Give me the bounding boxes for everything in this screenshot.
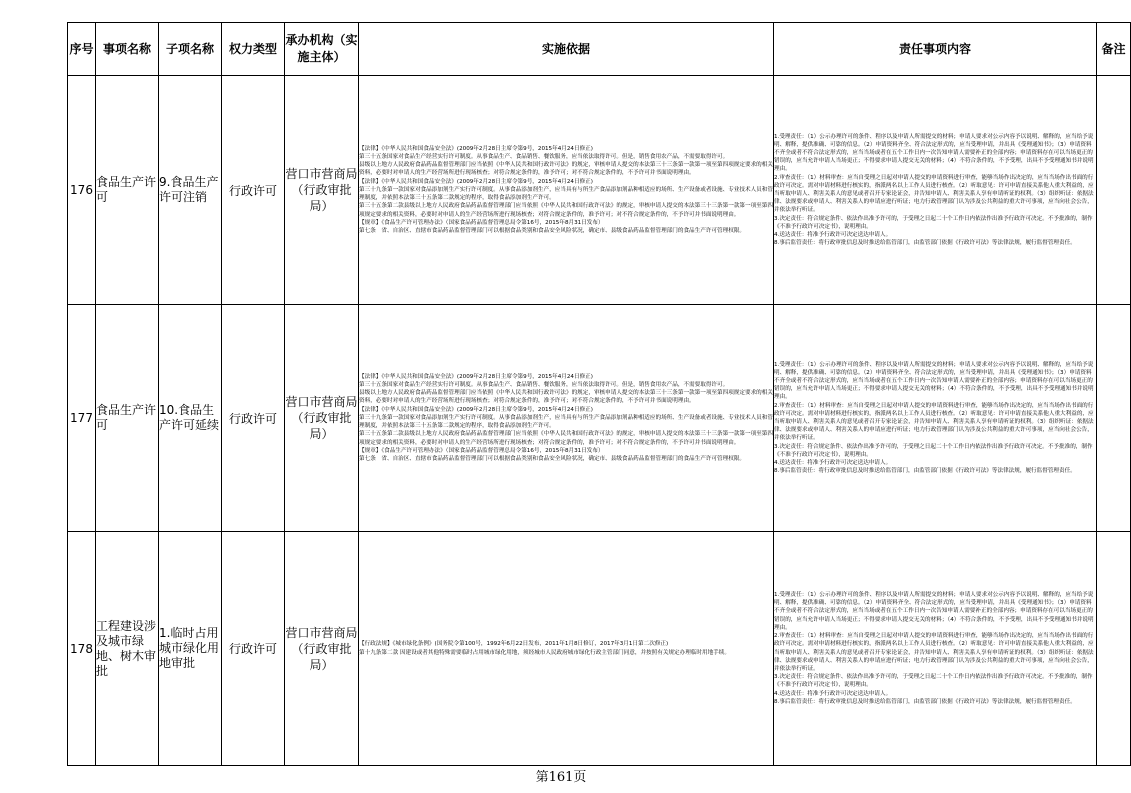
table-row <box>68 305 1131 532</box>
responsibility-text: 1.受理责任：（1）公示办理许可的条件、程序以及申请人所需提交的材料；申请人要求对公示内容予以说明、解释的，应当给予说明、解释，提供准确、可靠的信息。（2）申请资料齐全、符合法定形式的，应当受理申请，并出具《受理通知书》；（3）申请资料不齐全或者不符合法定形式的，应当当场或者在五个工作日内一次告知申请人需要补正的全部内容；申请资料存在可以当场更正的错误的，应当允许申请人当场更正；不得要求申请人提交无关的材料；（4）不符合条件的，不予受理，出具不予受理通知书并说明理由。 2.审查责任：（1）材料审查：应当自受理之日起对申请人提交的申请资料进行审查，能够当场作出决定的，应当当场作出书面的行政许可决定。需对申请材料进行核实的，指派两名以上工作人员进行核查。（2）听取意见：许可申请直接关系他人重大利益的，应当听取申请人、利害关系人的意见或者召开专家论证会，并告知申请人、利害关系人享有申请听证的权利。（3）组织听证：依据法律、法规要求或申请人、利害关系人的申请应进行听证；电力行政管理部门认为涉及公共利益的重大许可事项，应当向社会公告，并依法举行听证。 3.决定责任：符合规定条件、依法作出准予许可的，于受理之日起二十个工作日内依法作出准予行政许可决定。不予批准的，制作《不准予行政许可决定书》，说明理由。 4.送达责任：将准予行政许可决定送达申请人。 8.事后监管责任：将行政审批信息及时推送给监管部门，由监管部门依据《行政许可法》等法律法规，履行监督管理责任。 <box>774 361 1094 475</box>
legal-basis-cell <box>359 305 774 532</box>
note <box>1097 532 1131 766</box>
row-number: 176 <box>68 76 96 305</box>
header-basis: 实施依据 <box>359 23 774 76</box>
header-sub: 子项名称 <box>159 23 222 76</box>
page-number: 第161页 <box>535 770 587 785</box>
legal-basis-text: 【行政法规】《城市绿化条例》(国务院令第100号，1992年6月22日发布，2011年1月8日修订，2017年3月1日第二次修正) 第十九条第二款 因建设或者其他特殊需要临时占用城市绿化用地，须经城市人民政府城市绿化行政主管部门同意，并按照有关规定办理临时用地手续。 <box>359 641 730 656</box>
table-row <box>68 76 1131 305</box>
table-row <box>68 532 1131 766</box>
header-resp: 责任事项内容 <box>774 23 1097 76</box>
header-row <box>68 23 1131 76</box>
item-name: 食品生产许可 <box>96 76 159 305</box>
responsibility-cell <box>774 76 1097 305</box>
sub-item-name: 1.临时占用城市绿化用地审批 <box>159 532 222 766</box>
item-name: 食品生产许可 <box>96 305 159 532</box>
power-type: 行政许可 <box>222 532 285 766</box>
note <box>1097 305 1131 532</box>
header-no: 序号 <box>68 23 96 76</box>
sub-item-name: 9.食品生产许可注销 <box>159 76 222 305</box>
header-note: 备注 <box>1097 23 1131 76</box>
responsibility-cell <box>774 305 1097 532</box>
sub-item-name: 10.食品生产许可延续 <box>159 305 222 532</box>
power-type: 行政许可 <box>222 76 285 305</box>
organization: 营口市营商局（行政审批局） <box>285 532 359 766</box>
row-number: 178 <box>68 532 96 766</box>
legal-basis-cell <box>359 532 774 766</box>
responsibility-text: 1.受理责任：（1）公示办理许可的条件、程序以及申请人所需提交的材料；申请人要求对公示内容予以说明、解释的，应当给予说明、解释，提供准确、可靠的信息。（2）申请资料齐全、符合法定形式的，应当受理申请，并出具《受理通知书》；（3）申请资料不齐全或者不符合法定形式的，应当当场或者在五个工作日内一次告知申请人需要补正的全部内容；申请资料存在可以当场更正的错误的，应当允许申请人当场更正；不得要求申请人提交无关的材料；（4）不符合条件的，不予受理，出具不予受理通知书并说明理由。 2.审查责任：（1）材料审查：应当自受理之日起对申请人提交的申请资料进行审查，能够当场作出决定的，应当当场作出书面的行政许可决定。需对申请材料进行核实的，指派两名以上工作人员进行核查。（2）听取意见：许可申请直接关系他人重大利益的，应当听取申请人、利害关系人的意见或者召开专家论证会，并告知申请人、利害关系人享有申请听证的权利。（3）组织听证：依据法律、法规要求或申请人、利害关系人的申请应进行听证；电力行政管理部门认为涉及公共利益的重大许可事项，应当向社会公告，并依法举行听证。 3.决定责任：符合规定条件、依法作出准予许可的，于受理之日起二十个工作日内依法作出准予行政许可决定。不予批准的，制作《不准予行政许可决定书》，说明理由。 4.送达责任：将准予行政许可决定送达申请人。 8.事后监管责任：将行政审批信息及时推送给监管部门，由监管部门依据《行政许可法》等法律法规，履行监督管理责任。 <box>774 133 1094 247</box>
legal-basis-cell <box>359 76 774 305</box>
header-org: 承办机构（实施主体） <box>285 23 359 76</box>
header-type: 权力类型 <box>222 23 285 76</box>
power-list-table <box>67 22 1131 766</box>
responsibility-cell <box>774 532 1097 766</box>
item-name: 工程建设涉及城市绿地、树木审批 <box>96 532 159 766</box>
header-name: 事项名称 <box>96 23 159 76</box>
note <box>1097 76 1131 305</box>
legal-basis-text: 【法律】《中华人民共和国食品安全法》(2009年2月28日主席令第9号，2015年4月24日修正) 第三十五条国家对食品生产经营实行许可制度。从事食品生产、食品销售、餐饮服务，应当依法取得许可。但是，销售食用农产品，不需要取得许可。 县级以上地方人民政府食品药品监督管理部门应当依照《中华人民共和国行政许可法》的规定，审核申请人提交的本法第三十三条第一款第一项至第四项规定要求的相关资料，必要时对申请人的生产经营场所进行现场核查；对符合规定条件的，准予许可；对不符合规定条件的，不予许可并书面说明理由。 【法律】《中华人民共和国食品安全法》(2009年2月28日主席令第9号，2015年4月24日修正) 第三十九条第一款国家对食品添加剂生产实行许可制度。从事食品添加剂生产，应当具有与所生产食品添加剂品种相适应的场所、生产设备或者设施、专业技术人员和管理制度，并依照本法第三十五条第二款规定的程序，取得食品添加剂生产许可。 第三十五条第二款县级以上地方人民政府食品药品监督管理部门应当依照《中华人民共和国行政许可法》的规定，审核申请人提交的本法第三十三条第一款第一项至第四项规定要求的相关资料，必要时对申请人的生产经营场所进行现场核查；对符合规定条件的，准予许可；对不符合规定条件的，不予许可并书面说明理由。 【规章】《食品生产许可管理办法》（国家食品药品监督管理总局令第16号，2015年8月31日发布） 第七条 省、自治区、直辖市食品药品监督管理部门可以根据食品类别和食品安全风险状况，确定市、县级食品药品监督管理部门的食品生产许可管理权限。 <box>359 373 773 462</box>
row-number: 177 <box>68 305 96 532</box>
organization: 营口市营商局（行政审批局） <box>285 305 359 532</box>
legal-basis-text: 【法律】《中华人民共和国食品安全法》(2009年2月28日主席令第9号，2015年4月24日修正) 第三十五条国家对食品生产经营实行许可制度。从事食品生产、食品销售、餐饮服务，应当依法取得许可。但是，销售食用农产品，不需要取得许可。 县级以上地方人民政府食品药品监督管理部门应当依照《中华人民共和国行政许可法》的规定，审核申请人提交的本法第三十三条第一款第一项至第四项规定要求的相关资料，必要时对申请人的生产经营场所进行现场核查；对符合规定条件的，准予许可；对不符合规定条件的，不予许可并书面说明理由。 【法律】《中华人民共和国食品安全法》(2009年2月28日主席令第9号，2015年4月24日修正) 第三十九条第一款国家对食品添加剂生产实行许可制度。从事食品添加剂生产，应当具有与所生产食品添加剂品种相适应的场所、生产设备或者设施、专业技术人员和管理制度，并依照本法第三十五条第二款规定的程序，取得食品添加剂生产许可。 第三十五条第二款县级以上地方人民政府食品药品监督管理部门应当依照《中华人民共和国行政许可法》的规定，审核申请人提交的本法第三十三条第一款第一项至第四项规定要求的相关资料，必要时对申请人的生产经营场所进行现场核查；对符合规定条件的，准予许可；对不符合规定条件的，不予许可并书面说明理由。 【规章】《食品生产许可管理办法》（国家食品药品监督管理总局令第16号，2015年8月31日发布） 第七条 省、自治区、直辖市食品药品监督管理部门可以根据食品类别和食品安全风险状况，确定市、县级食品药品监督管理部门的食品生产许可管理权限。 <box>359 145 773 234</box>
organization: 营口市营商局（行政审批局） <box>285 76 359 305</box>
responsibility-text: 1.受理责任：（1）公示办理许可的条件、程序以及申请人所需提交的材料；申请人要求对公示内容予以说明、解释的，应当给予说明、解释，提供准确、可靠的信息。（2）申请资料齐全、符合法定形式的，应当受理申请，并出具《受理通知书》；（3）申请资料不齐全或者不符合法定形式的，应当当场或者在五个工作日内一次告知申请人需要补正的全部内容；申请资料存在可以当场更正的错误的，应当允许申请人当场更正；不得要求申请人提交无关的材料；（4）不符合条件的，不予受理，出具不予受理通知书并说明理由。 2.审查责任：（1）材料审查：应当自受理之日起对申请人提交的申请资料进行审查，能够当场作出决定的，应当当场作出书面的行政许可决定。需对申请材料进行核实的，指派两名以上工作人员进行核查。（2）听取意见：许可申请直接关系他人重大利益的，应当听取申请人、利害关系人的意见或者召开专家论证会，并告知申请人、利害关系人享有申请听证的权利。（3）组织听证：依据法律、法规要求或申请人、利害关系人的申请应进行听证；电力行政管理部门认为涉及公共利益的重大许可事项，应当向社会公告，并依法举行听证。 3.决定责任：符合规定条件、依法作出准予许可的，于受理之日起二十个工作日内依法作出准予行政许可决定。不予批准的，制作《不准予行政许可决定书》，说明理由。 4.送达责任：将准予行政许可决定送达申请人。 8.事后监管责任：将行政审批信息及时推送给监管部门，由监管部门依据《行政许可法》等法律法规，履行监督管理责任。 <box>774 592 1094 705</box>
power-type: 行政许可 <box>222 305 285 532</box>
